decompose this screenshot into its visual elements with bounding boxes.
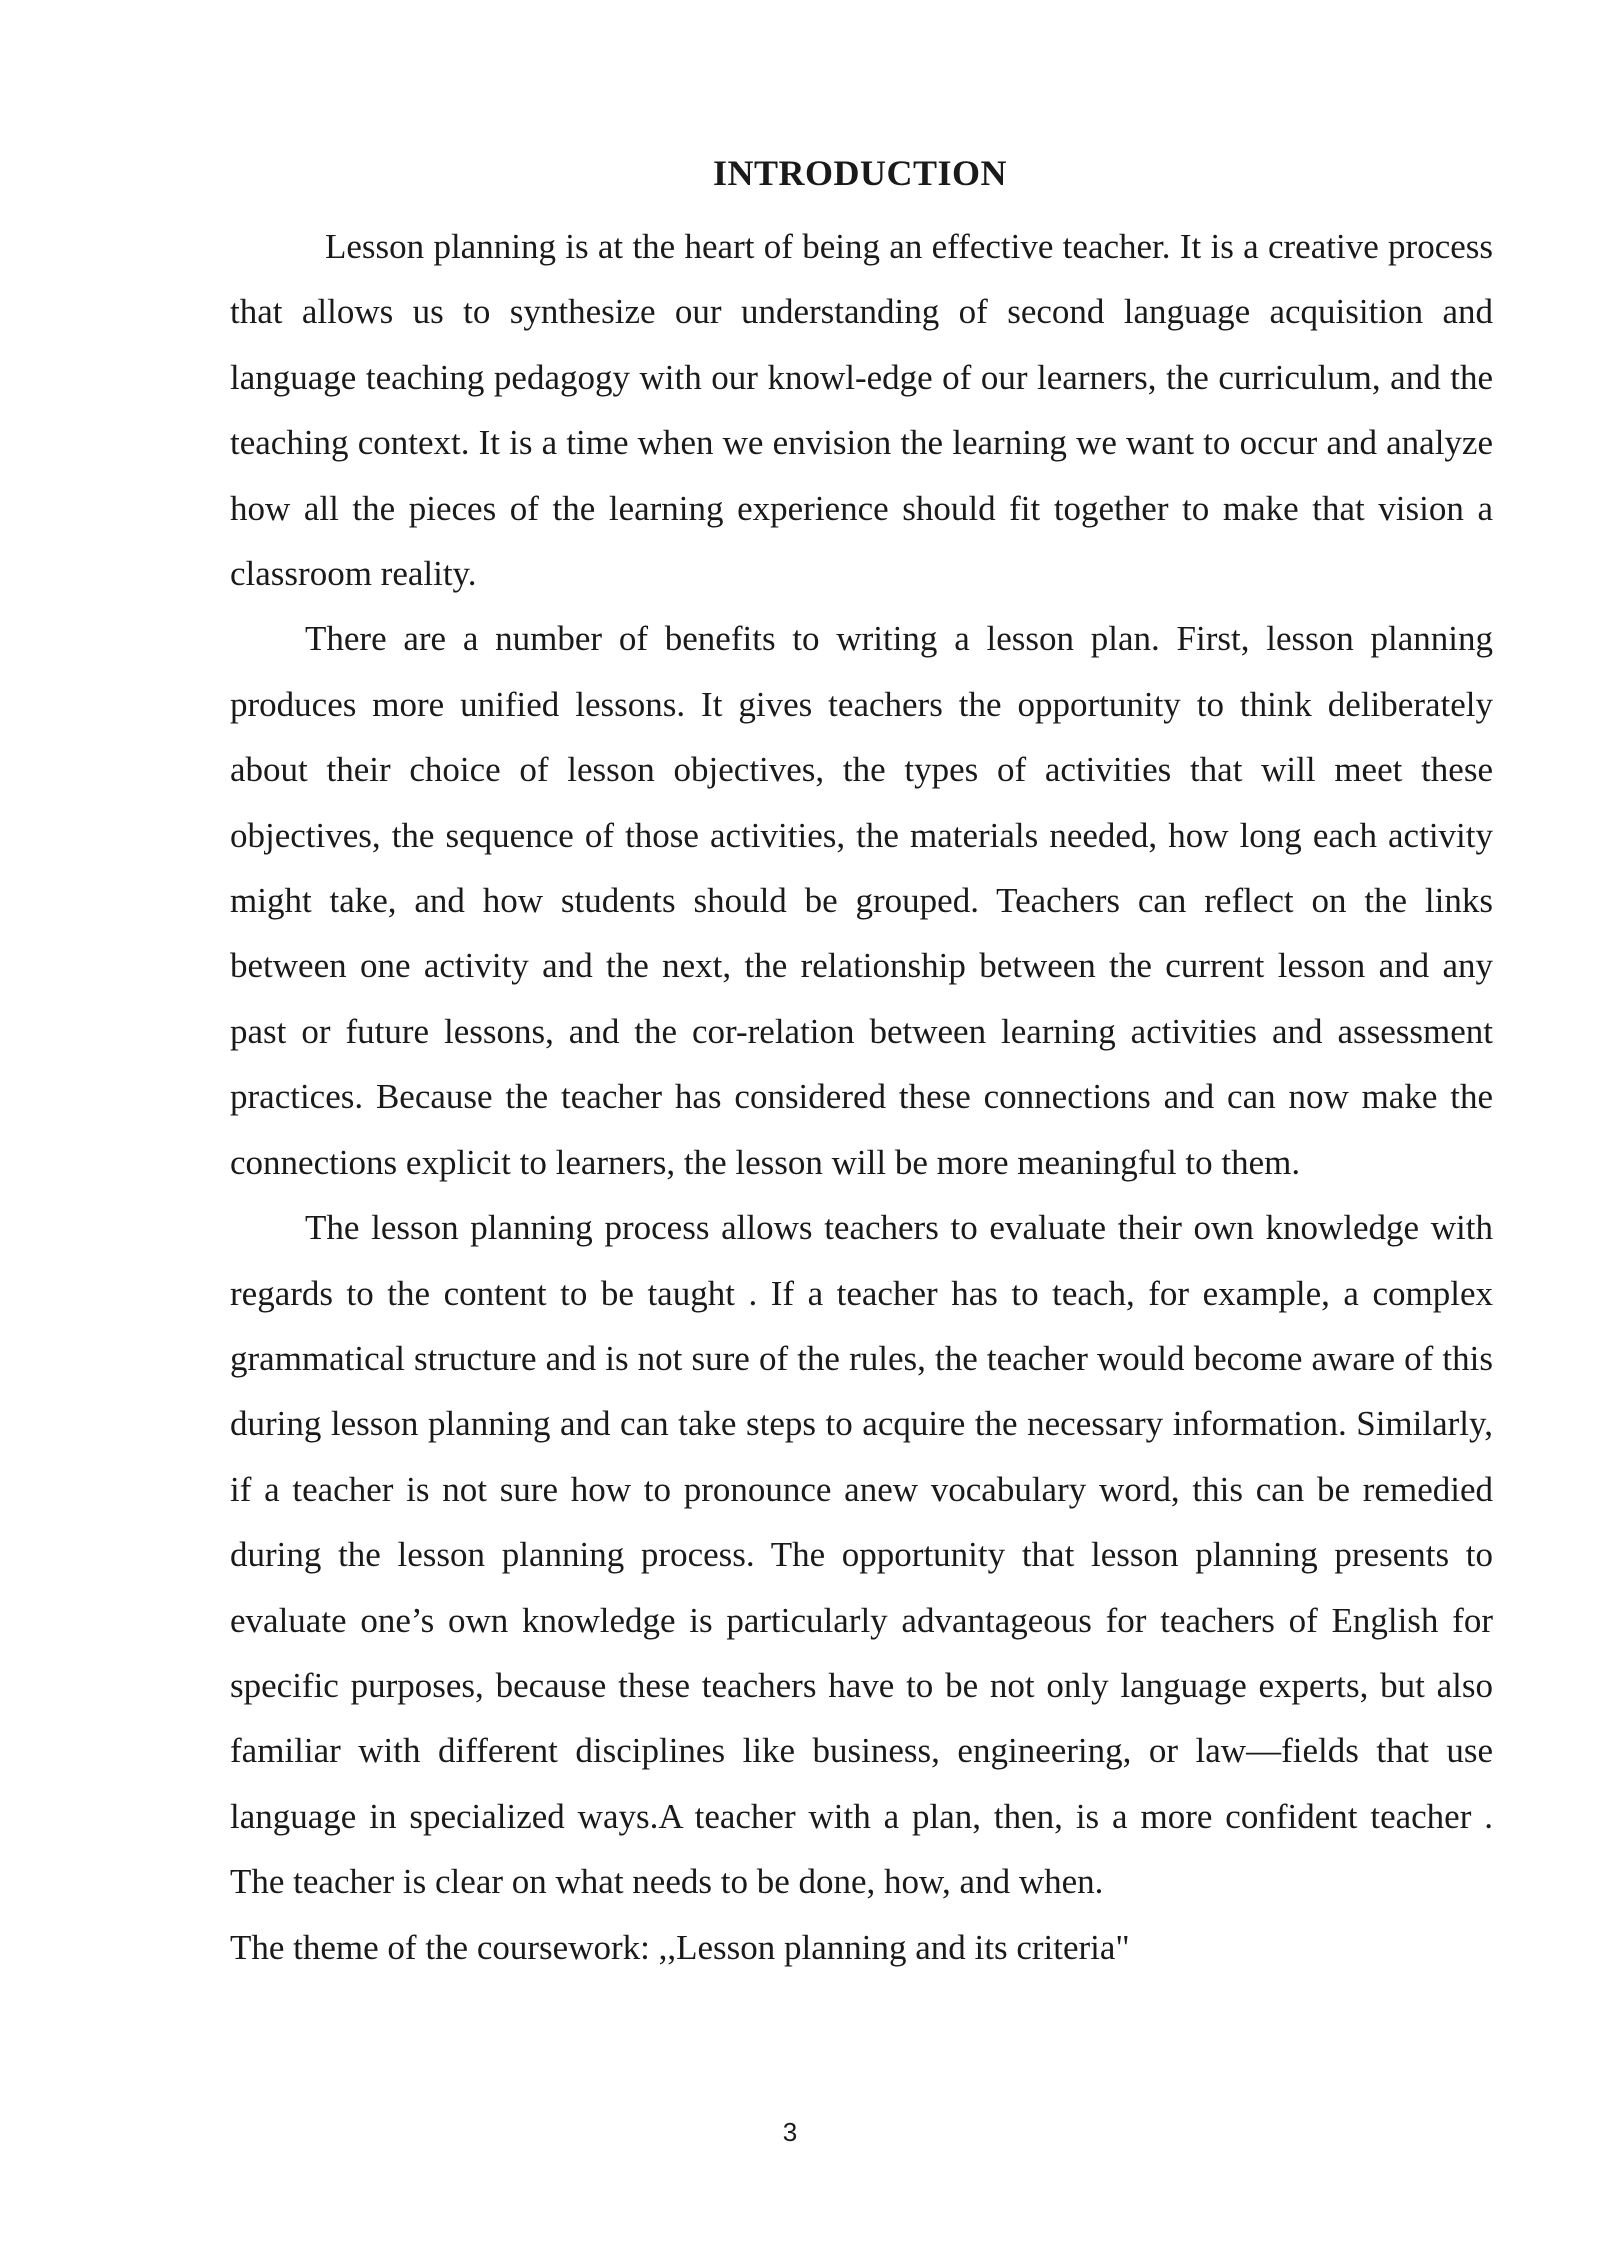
paragraph-intro: Lesson planning is at the heart of being an effective teacher. It is a creative process that allows us to synthesize our understanding of second language acquisition and language teaching pedagogy with our knowl-edge of our learners, the curriculum, and the teaching context. It is a time when we envision the learning we want to occur and analyze how all the pieces of the learning experience should fit together to make that vision a classroom reality. [230,227,1493,594]
coursework-theme: The theme of the coursework: ,,Lesson planning and its criteria" [230,1927,1130,1967]
paragraph-evaluation: The lesson planning process allows teachers to evaluate their own knowledge with regards to the content to be taught . If a teacher has to teach, for example, a complex grammatical structure and is not sure of the rules, the teacher would become aware of this during lesson planning and can take steps to acquire the necessary information. Similarly, if a teacher is not sure how to pronounce anew vocabulary word, this can be remedied during the lesson planning process. The opportunity that lesson planning presents to evaluate one’s own knowledge is particularly advantageous for teachers of English for specific purposes, because these teachers have to be not only language experts, but also familiar with different disciplines like business, engineering, or law—fields that use language in specialized ways.A teacher with a plan, then, is a more confident teacher . The teacher is clear on what needs to be done, how, and when. [230,1208,1493,1902]
document-body [230,214,1493,1980]
page-title: INTRODUCTION [712,153,1008,193]
page-number: 3 [782,2117,798,2147]
paragraph-benefits: There are a number of benefits to writing a lesson plan. First, lesson planning produces more unified lessons. It gives teachers the opportunity to think deliberately about their choice of lesson objectives, the types of activities that will meet these objectives, the sequence of those activities, the materials needed, how long each activity might take, and how students should be grouped. Teachers can reflect on the links between one activity and the next, the relationship between the current lesson and any past or future lessons, and the cor-relation between learning activities and assessment practices. Because the teacher has considered these connections and can now make the connections explicit to learners, the lesson will be more meaningful to them. [230,619,1493,1182]
